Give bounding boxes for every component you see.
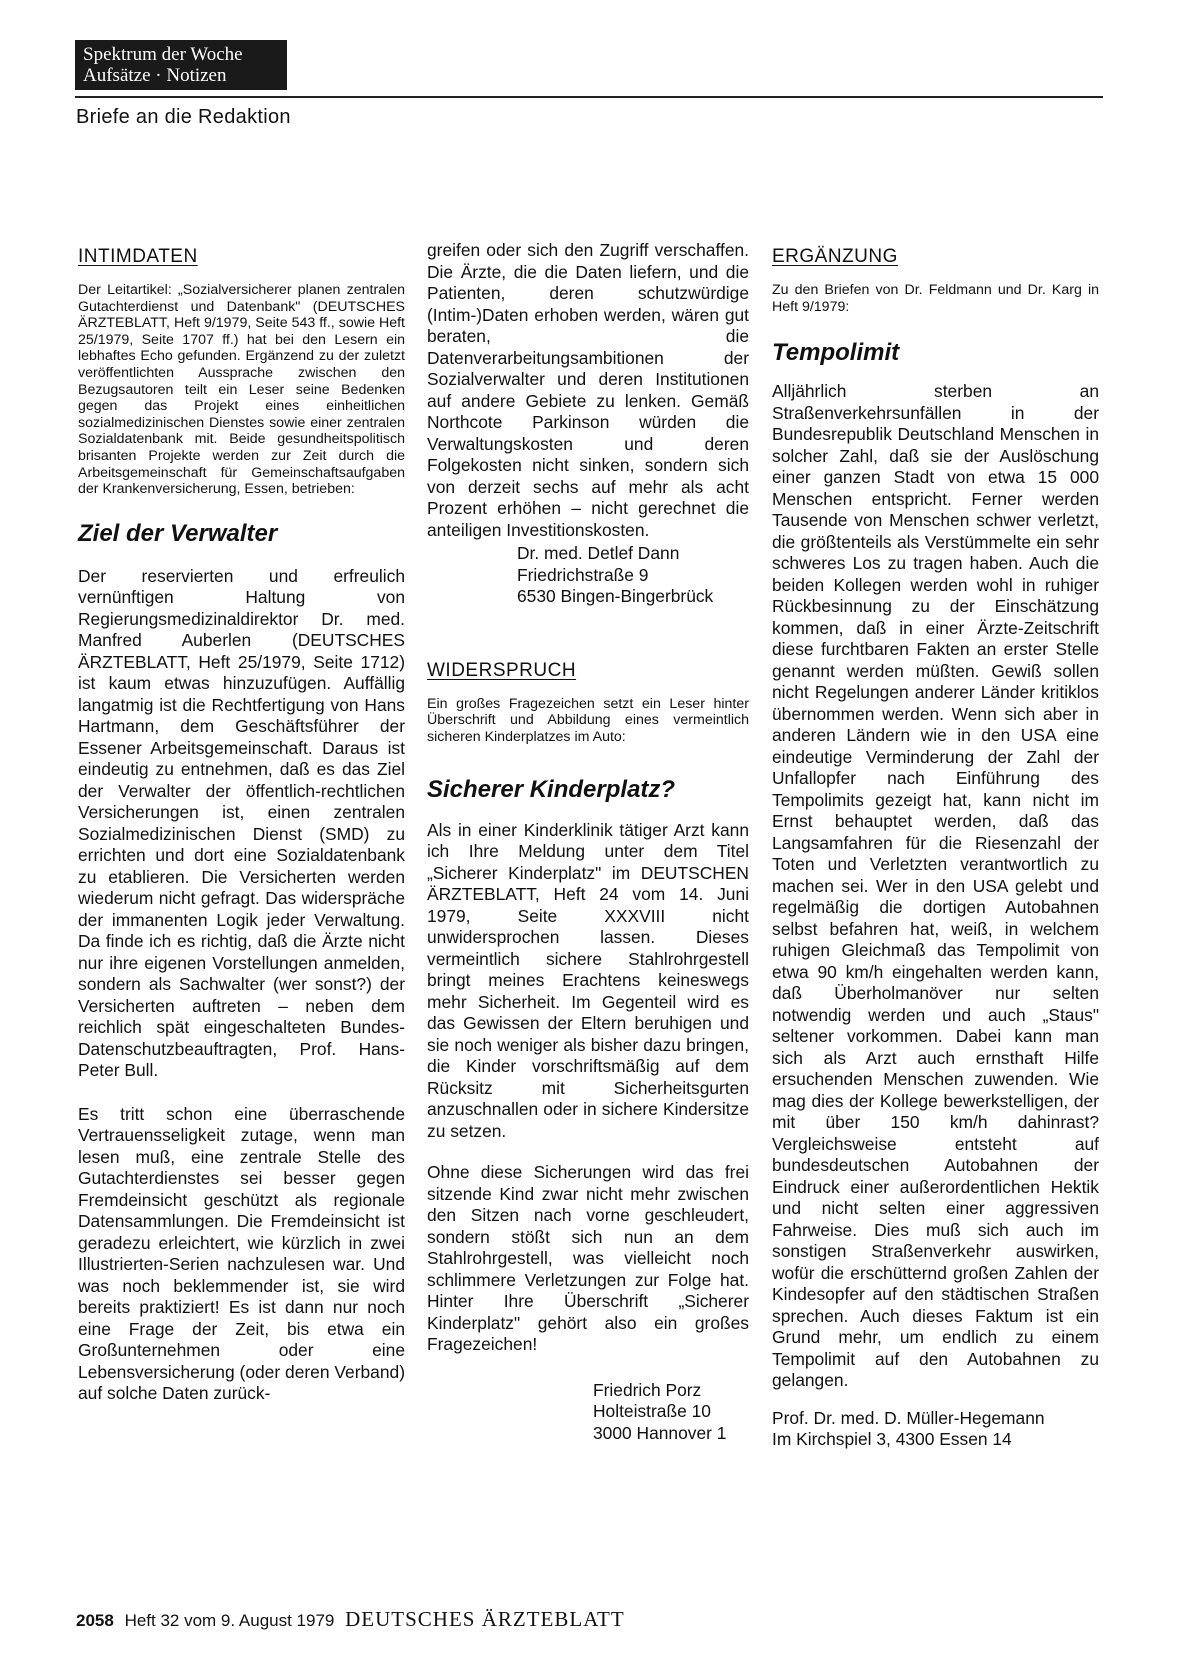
header-line-1: Spektrum der Woche (83, 44, 243, 65)
signature-porz (593, 1380, 749, 1445)
column-2 (427, 240, 749, 1444)
issue-info: Heft 32 vom 9. August 1979 (124, 1611, 335, 1630)
headline-ziel-der-verwalter: Ziel der Verwalter (78, 519, 278, 547)
column-3 (772, 246, 1099, 1451)
body-paragraph: Der reservierten und erfreulich vernünftigen Haltung von Regierungsmedizinaldirektor Dr. med. Manfred Auberlen (DEUTSCHES ÄRZTEBLATT, Heft 25/1979, Seite 1712) ist kaum etwas hinzuzufügen. Auffällig langatmig ist die Rechtfertigung von Hans Hartmann, dem Geschäftsführer der Essener Arbeitsgemeinschaft. Daraus ist eindeutig zu entnehmen, daß es das Ziel der Verwalter der öffentlich-rechtlichen Versicherungen ist, einen zentralen Sozialmedizinischen Dienst (SMD) zu errichten und dort eine Sozialdatenbank zu etablieren. Die Versicherten werden wiederum nicht gefragt. Das widerspräche der immanenten Logik jeder Verwaltung. Da finde ich es richtig, daß die Ärzte nicht nur ihre eigenen Vorstellungen anmelden, sondern als Sachwalter (wer sonst?) der Versicherten auftreten – neben dem reichlich spät eingeschalteten Bundes-Datenschutzbeauftragten, Prof. Hans-Peter Bull. (78, 565, 405, 1081)
journal-name: DEUTSCHES ÄRZTEBLATT (345, 1607, 625, 1631)
body-paragraph-continued: greifen oder sich den Zugriff verschaffen. Die Ärzte, die die Daten liefern, und die Patienten, deren schutzwürdige (Intim-)Daten erhoben werden, wären gut beraten, die Datenverarbeitungsambitionen der Sozialverwalter und deren Institutionen auf andere Gebiete zu lenken. Gemäß Northcote Parkinson würden die Verwaltungskosten und deren Folgekosten nicht sinken, sondern sich von derzeit sechs auf mehr als acht Prozent erhöhen – nicht gerechnet die anteiligen Investitionskosten. (427, 240, 749, 540)
headline-tempolimit: Tempolimit (772, 339, 900, 367)
body-paragraph: Alljährlich sterben an Straßenverkehrsunfällen in der Bundesrepublik Deutschland Menschen in solcher Zahl, daß sie der Auslöschung einer ganzen Stadt von etwa 15 000 Menschen entspricht. Ferner werden Tausende von Menschen schwer verletzt, die größtenteils als Verstümmelte ein sehr schweres Los zu tragen haben. Auch die beiden Kollegen werden wohl in ruhiger Rückbesinnung zu der Einschätzung kommen, daß in einer Ärzte-Zeitschrift diese furchtbaren Fakten an erster Stelle genannt werden müßten. Gewiß sollen nicht Regelungen anderer Länder kritiklos übernommen werden. Wenn sich aber in anderen Ländern wie in den USA eine eindeutige Verminderung der Zahl der Unfallopfer nach Einführung des Tempolimits gezeigt hat, kann nicht im Ernst behauptet werden, daß das Langsamfahren für die Riesenzahl der Toten und Verletzten verantwortlich zu machen sei. Wer in den USA gelebt und regelmäßig die dortigen Autobahnen selbst befahren hat, weiß, in welchem ruhigen Gleichmaß das Tempolimit von etwa 90 km/h eingehalten werden kann, daß Überholmanöver nur selten notwendig werden und auch „Staus" seltener vorkommen. Dabei kann man sich als Arzt auch ernsthaft Hilfe ersuchenden Menschen zuwenden. Wie mag dies der Kollege bewerkstelligen, der mit über 150 km/h dahinrast? Vergleichsweise entsteht auf bundesdeutschen Autobahnen der Eindruck einer außerordentlichen Hektik und nicht selten einer aggressiven Fahrweise. Dies muß sich auch im sonstigen Straßenverkehr auswirken, wofür die erschütternd großen Zahlen der Kindesopfer auf den städtischen Straßen sprechen. Auch dieses Faktum ist ein Grund mehr, um endlich zu einem Tempolimit auf den Autobahnen zu gelangen. (772, 381, 1099, 1391)
signature-line: Holteistraße 10 (593, 1401, 711, 1422)
signature-line: Im Kirchspiel 3, 4300 Essen 14 (772, 1429, 1012, 1450)
signature-mueller-hegemann (772, 1408, 1099, 1451)
intro-widerspruch: Ein großes Fragezeichen setzt ein Leser hinter Überschrift und Abbildung eines vermeintlich sicheren Kinderplatzes im Auto: (427, 695, 749, 745)
signature-line: Friedrich Porz (593, 1379, 702, 1400)
headline-sicherer-kinderplatz: Sicherer Kinderplatz? (427, 775, 676, 803)
column-1 (78, 246, 405, 1405)
signature-line: Friedrichstraße 9 (517, 564, 649, 585)
intro-ergaenzung: Zu den Briefen von Dr. Feldmann und Dr. Karg in Heft 9/1979: (772, 282, 1099, 315)
kicker-widerspruch: WIDERSPRUCH (427, 659, 577, 681)
signature-line: Dr. med. Detlef Dann (517, 543, 680, 563)
header-badge (75, 40, 287, 90)
page-footer (76, 1607, 625, 1632)
page-number: 2058 (76, 1611, 114, 1630)
header-line-2: Aufsätze · Notizen (83, 65, 227, 86)
intro-intimdaten: Der Leitartikel: „Sozialversicherer planen zentralen Gutachterdienst und Datenbank" (DEUTSCHES ÄRZTEBLATT, Heft 9/1979, Seite 543 ff., sowie Heft 25/1979, Seite 1707 ff.) hat bei den Lesern ein lebhaftes Echo gefunden. Ergänzend zu der zuletzt veröffentlichten Aussprache zwischen den Bezugsautoren teilt ein Leser seine Bedenken gegen das Projekt eines einheitlichen sozialmedizinischen Dienstes sowie einer zentralen Sozialdatenbank mit. Beide gesundheitspolitisch brisanten Projekte werden zur Zeit durch die Arbeitsgemeinschaft für Gemeinschaftsaufgaben der Krankenversicherung, Essen, betrieben: (78, 282, 405, 498)
signature-line: Prof. Dr. med. D. Müller-Hegemann (772, 1407, 1045, 1428)
signature-dann (517, 543, 749, 608)
body-paragraph: Ohne diese Sicherungen wird das frei sitzende Kind zwar nicht mehr zwischen den Sitzen nach vorne geschleudert, sondern stößt sich nun an dem Stahlrohrgestell, was vielleicht noch schlimmere Verletzungen zur Folge hat. Hinter Ihre Überschrift „Sicherer Kinderplatz" gehört also ein großes Fragezeichen! (427, 1162, 749, 1355)
kicker-ergaenzung: ERGÄNZUNG (772, 246, 898, 267)
signature-line: 6530 Bingen-Bingerbrück (517, 586, 714, 607)
body-paragraph: Es tritt schon eine überraschende Vertrauensseligkeit zutage, wenn man lesen muß, eine zentrale Stelle des Gutachterdienstes sei besser gegen Fremdeinsicht geschützt als regionale Datensammlungen. Die Fremdeinsicht ist geradezu erleichtert, wie kürzlich in zwei Illustrierten-Serien nachzulesen war. Und was noch beklemmender ist, sie wird bereits praktiziert! Es ist dann nur noch eine Frage der Zeit, bis etwa ein Großunternehmen oder eine Lebensversicherung (oder deren Verband) auf solche Daten zurück- (78, 1103, 405, 1404)
signature-line: 3000 Hannover 1 (593, 1422, 727, 1443)
section-title: Briefe an die Redaktion (76, 106, 291, 128)
header-rule (75, 96, 1103, 98)
kicker-intimdaten: INTIMDATEN (78, 246, 198, 267)
body-paragraph: Als in einer Kinderklinik tätiger Arzt kann ich Ihre Meldung unter dem Titel „Sicherer Kinderplatz" im DEUTSCHEN ÄRZTEBLATT, Heft 24 vom 14. Juni 1979, Seite XXXVIII nicht unwidersprochen lassen. Dieses vermeintlich sichere Stahlrohrgestell bringt meines Erachtens keineswegs mehr Sicherheit. Im Gegenteil wird es das Gewissen der Eltern beruhigen und sie noch weniger als bisher dazu bringen, die Kinder vorschriftsmäßig auf dem Rücksitz mit Sicherheitsgurten anzuschnallen oder in sichere Kindersitze zu setzen. (427, 819, 749, 1141)
